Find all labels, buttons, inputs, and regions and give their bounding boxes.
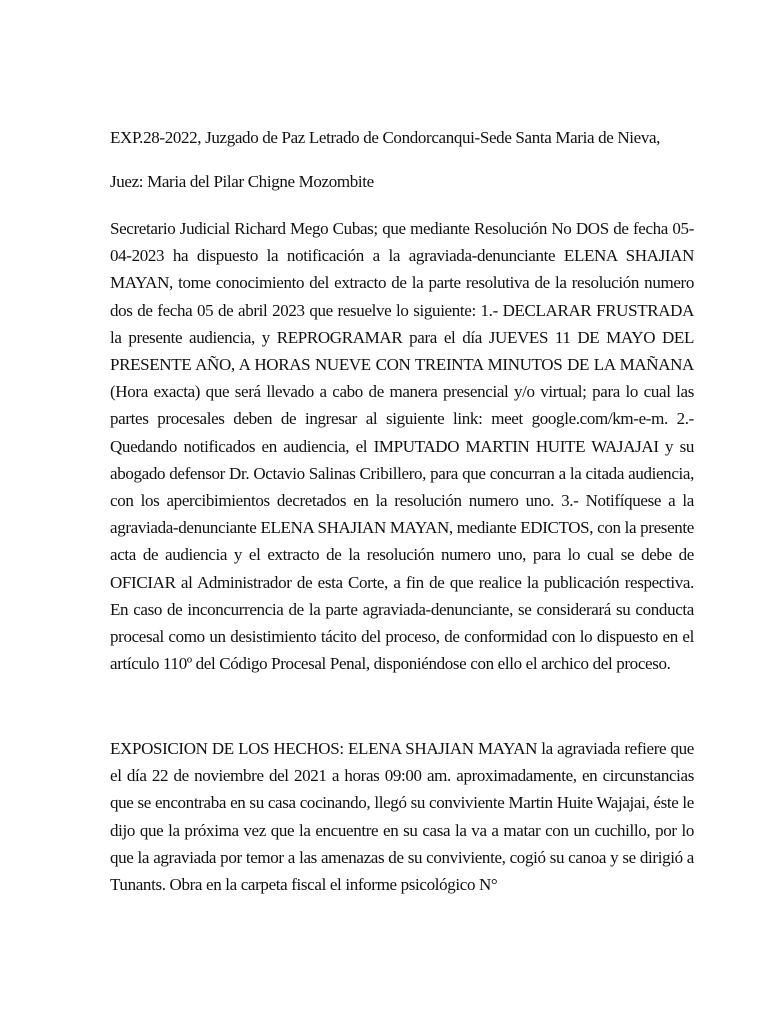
- secretary-resolution-paragraph: Secretario Judicial Richard Mego Cubas; que mediante Resolución No DOS de fecha 05-04-2023 ha dispuesto la notificación a la agraviada-denunciante ELENA SHAJIAN MAYAN, tome conocimiento del extracto de la parte resolutiva de la resolución numero dos de fecha 05 de abril 2023 que resuelve lo siguiente: 1.- DECLARAR FRUSTRADA la presente audiencia, y REPROGRAMAR para el día JUEVES 11 DE MAYO DEL PRESENTE AÑO, A HORAS NUEVE CON TREINTA MINUTOS DE LA MAÑANA (Hora exacta) que será llevado a cabo de manera presencial y/o virtual; para lo cual las partes procesales deben de ingresar al siguiente link: meet google.com/km-e-m. 2.- Quedando notificados en audiencia, el IMPUTADO MARTIN HUITE WAJAJAI y su abogado defensor Dr. Octavio Salinas Cribillero, para que concurran a la citada audiencia, con los apercibimientos decretados en la resolución numero uno. 3.- Notifíquese a la agraviada-denunciante ELENA SHAJIAN MAYAN, mediante EDICTOS, con la presente acta de audiencia y el extracto de la resolución numero uno, para lo cual se debe de OFICIAR al Administrador de esta Corte, a fin de que realice la publicación respectiva. En caso de inconcurrencia de la parte agraviada-denunciante, se considerará su conducta procesal como un desistimiento tácito del proceso, de conformidad con lo dispuesto en el artículo 110º del Código Procesal Penal, disponiéndose con ello el archico del proceso.: [110, 219, 694, 674]
- judge-line: Juez: Maria del Pilar Chigne Mozombite: [110, 172, 374, 191]
- facts-paragraph: EXPOSICION DE LOS HECHOS: ELENA SHAJIAN MAYAN la agraviada refiere que el día 22 de noviembre del 2021 a horas 09:00 am. aproximadamente, en circunstancias que se encontraba en su casa cocinando, llegó su conviviente Martin Huite Wajajai, éste le dijo que la próxima vez que la encuentre en su casa la va a matar con un cuchillo, por lo que la agraviada por temor a las amenazas de su conviviente, cogió su canoa y se dirigió a Tunants. Obra en la carpeta fiscal el informe psicológico N°: [110, 739, 694, 895]
- case-header-line: EXP.28-2022, Juzgado de Paz Letrado de Condorcanqui-Sede Santa Maria de Nieva,: [110, 128, 661, 147]
